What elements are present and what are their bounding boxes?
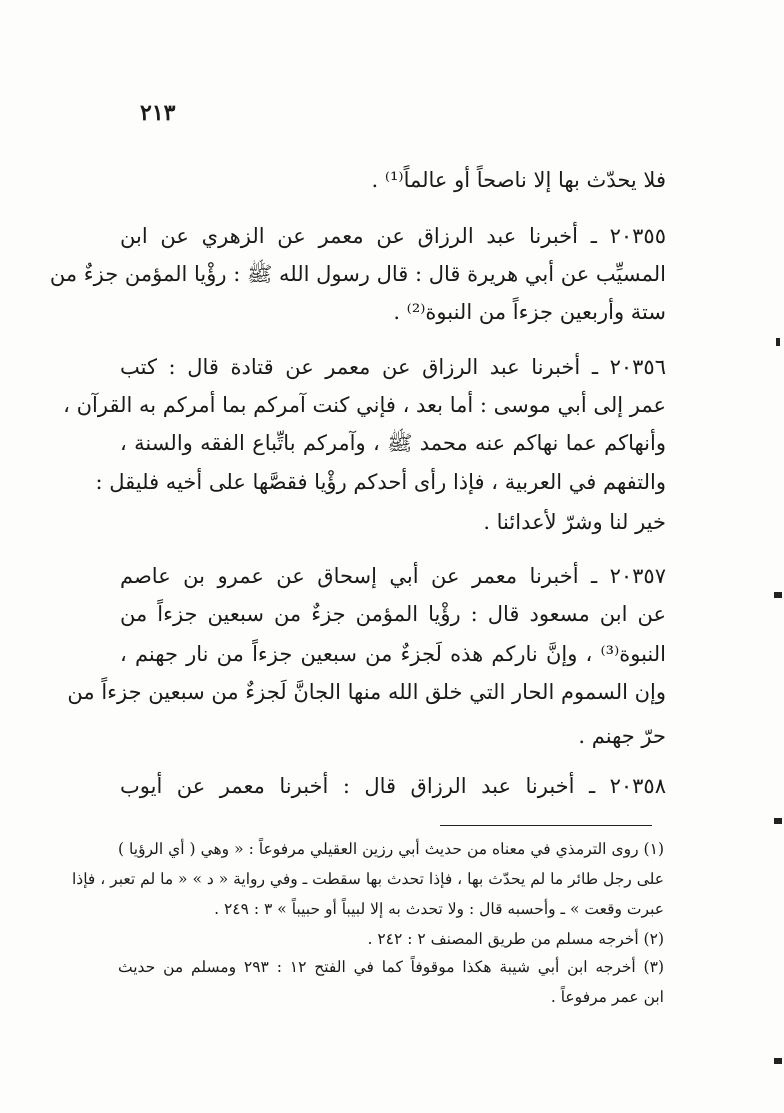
footnote-3-line-1: (٣) أخرجه ابن أبي شيبة هكذا موقوفاً كما في الفتح ١٢ : ٢٩٣ ومسلم من حديث — [118, 958, 664, 976]
hadith-20357-line-4: وإن السموم الحار التي خلق الله منها الجانَّ لَجزءٌ من سبعين جزءاً من — [67, 680, 666, 704]
hadith-20355-line-2: المسيِّب عن أبي هريرة قال : قال رسول الله ﷺ : رؤْيا المؤمن جزءٌ من — [49, 262, 666, 286]
page-number: ٢١٣ — [140, 100, 176, 126]
scan-edge-mark — [774, 818, 782, 824]
footnote-1-line-1: (١) روى الترمذي في معناه من حديث أبي رزين العقيلي مرفوعاً : « وهي ( أي الرؤيا ) — [118, 840, 664, 858]
scan-edge-mark — [774, 592, 782, 598]
hadith-20355-line-3: ستة وأربعين جزءاً من النبوة⁽²⁾ . — [393, 300, 666, 324]
hadith-20356-line-1: ٢٠٣٥٦ ـ أخبرنا عبد الرزاق عن معمر عن قتادة قال : كتب — [120, 355, 666, 379]
hadith-20358-line-1: ٢٠٣٥٨ ـ أخبرنا عبد الرزاق قال : أخبرنا معمر عن أيوب — [120, 774, 666, 798]
hadith-20357-line-5: حرّ جهنم . — [578, 724, 666, 748]
footnote-3-line-2: ابن عمر مرفوعاً . — [550, 988, 664, 1006]
footnote-2: (٢) أخرجه مسلم من طريق المصنف ٢ : ٢٤٢ . — [367, 930, 664, 948]
hadith-20355-line-1: ٢٠٣٥٥ ـ أخبرنا عبد الرزاق عن معمر عن الزهري عن ابن — [120, 224, 666, 248]
scan-edge-mark — [776, 338, 780, 346]
footnote-rule — [440, 825, 652, 826]
hadith-20357-line-2: عن ابن مسعود قال : رؤْيا المؤمن جزءٌ من سبعين جزءاً من — [120, 602, 666, 626]
text-line: فلا يحدّث بها إلا ناصحاً أو عالماً⁽¹⁾ . — [371, 168, 666, 192]
hadith-20357-line-3: النبوة⁽³⁾ ، وإنَّ ناركم هذه لَجزءٌ من سبعين جزءاً من نار جهنم ، — [120, 642, 666, 666]
hadith-20356-line-3: وأنهاكم عما نهاكم عنه محمد ﷺ ، وآمركم باتِّباع الفقه والسنة ، — [120, 431, 666, 455]
footnote-1-line-2: على رجل طائر ما لم يحدّث بها ، فإذا تحدث بها سقطت ـ وفي رواية « د » « ما لم تعبر ، فإذا — [71, 870, 664, 888]
hadith-20357-line-1: ٢٠٣٥٧ ـ أخبرنا معمر عن أبي إسحاق عن عمرو بن عاصم — [120, 564, 666, 588]
hadith-20356-line-5: خير لنا وشرّ لأعدائنا . — [483, 510, 666, 534]
hadith-20356-line-4: والتفهم في العربية ، فإذا رأى أحدكم رؤْيا فقصَّها على أخيه فليقل : — [95, 470, 666, 494]
footnote-1-line-3: عبرت وقعت » ـ وأحسبه قال : ولا تحدث به إلا لبيباً أو حبيباً » ٣ : ٢٤٩ . — [214, 900, 664, 918]
hadith-20356-line-2: عمر إلى أبي موسى : أما بعد ، فإني كنت آمركم بما أمركم به القرآن ، — [63, 393, 666, 417]
scan-edge-mark — [774, 1058, 782, 1064]
